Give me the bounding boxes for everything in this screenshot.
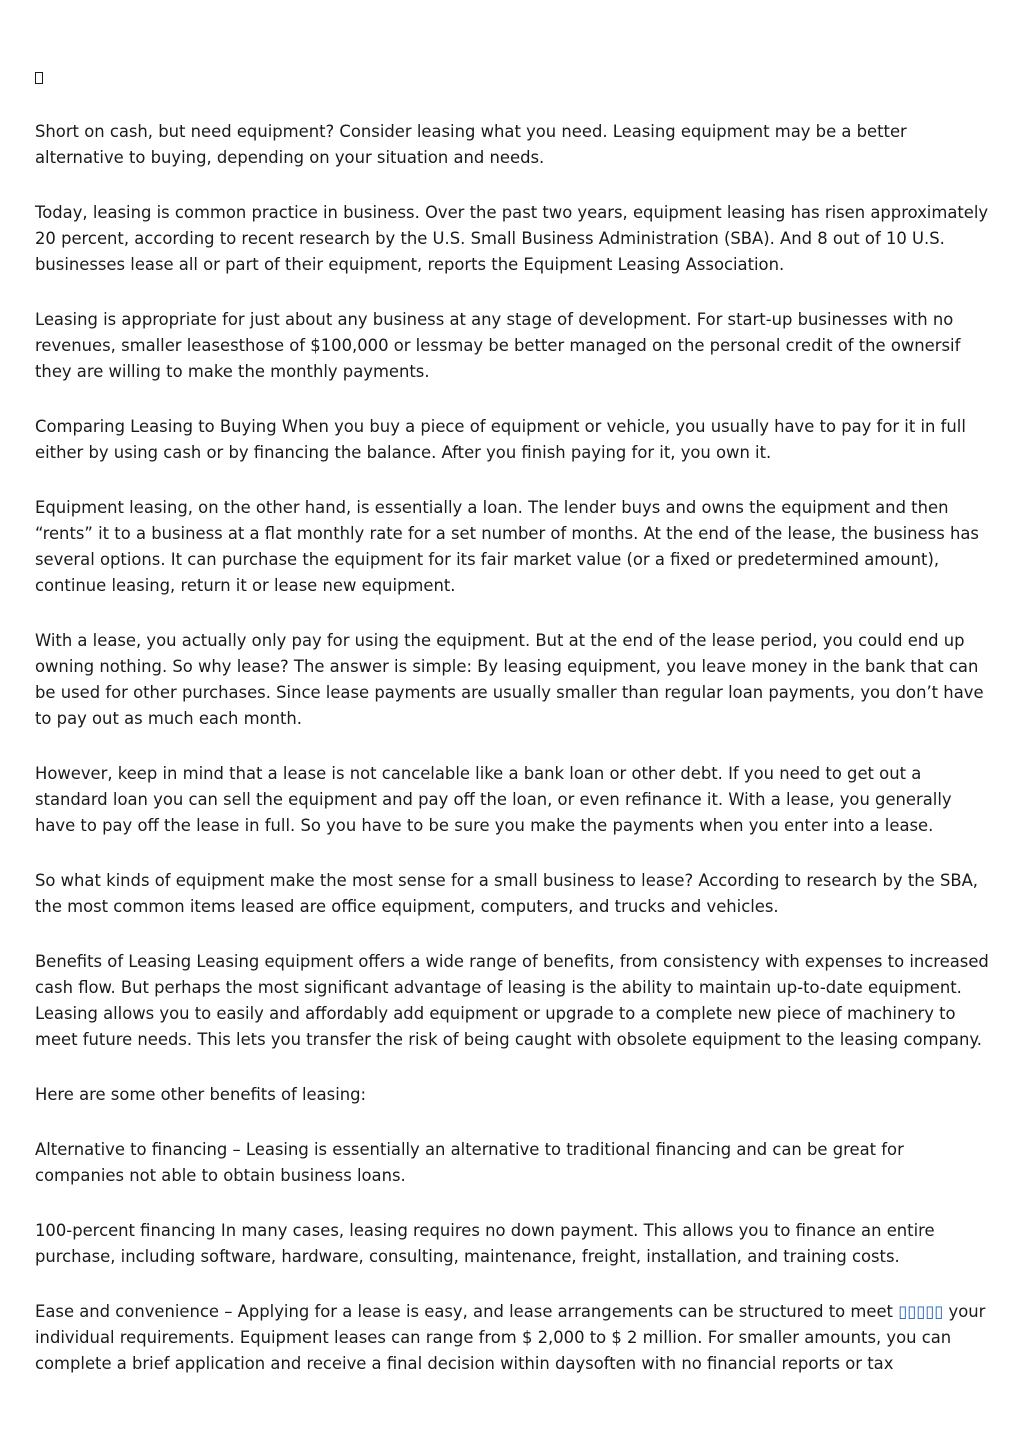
paragraph-7: However, keep in mind that a lease is not cancelable like a bank loan or other debt. If you need to get out a standard loan you can sell the equipment and pay off the loan, or even refinance it. With a lease, you generally have to pay off the lease in full. So you have to be sure you make the payments when you enter into a lease. [35,764,952,835]
paragraph-9: Benefits of Leasing Leasing equipment offers a wide range of benefits, from consistency with expenses to increased cash flow. But perhaps the most significant advantage of leasing is the ability to maintain up-to-date equipment. Leasing allows you to easily and affordably add equipment or upgrade to a complete new piece of machinery to meet future needs. This lets you transfer the risk of being caught with obsolete equipment to the leasing company. [35,952,989,1049]
paragraph-8: So what kinds of equipment make the most sense for a small business to lease? According to research by the SBA, the most common items leased are office equipment, computers, and trucks and vehicles. [35,871,979,916]
paragraph-12: 100-percent financing In many cases, leasing requires no down payment. This allows you to finance an entire purchase, including software, hardware, consulting, maintenance, freight, installation, and training costs. [35,1221,935,1266]
paragraph-5: Equipment leasing, on the other hand, is essentially a loan. The lender buys and owns the equipment and then “rents” it to a business at a flat monthly rate for a set number of months. At the end of the lease, the business has several options. It can purchase the equipment for its fair market value (or a fixed or predetermined amount), continue leasing, return it or lease new equipment. [35,498,979,595]
paragraph-11: Alternative to financing – Leasing is essentially an alternative to traditional financing and can be great for companies not able to obtain business loans. [35,1140,904,1185]
paragraph-6: With a lease, you actually only pay for using the equipment. But at the end of the lease period, you could end up owning nothing. So why lease? The answer is simple: By leasing equipment, you leave money in the bank that can be used for other purchases. Since lease payments are usually smaller than regular loan payments, you don’t have to pay out as much each month. [35,631,984,728]
paragraph-13 [35,1299,993,1377]
paragraph-4: Comparing Leasing to Buying When you buy a piece of equipment or vehicle, you usually have to pay for it in full either by using cash or by financing the balance. After you finish paying for it, you own it. [35,417,966,462]
paragraph-1: Short on cash, but need equipment? Consider leasing what you need. Leasing equipment may be a better alternative to buying, depending on your situation and needs. [35,122,907,167]
paragraph-10: Here are some other benefits of leasing: [35,1085,367,1104]
paragraph-13-text-before: Ease and convenience – Applying for a lease is easy, and lease arrangements can be structured to meet [35,1302,899,1321]
glyph-row [35,66,993,92]
paragraph-2: Today, leasing is common practice in business. Over the past two years, equipment leasing has risen approximately 20 percent, according to recent research by the U.S. Small Business Administration (SBA). And 8 out of 10 U.S. businesses lease all or part of their equipment, reports the Equipment Leasing Association. [35,203,989,274]
document-page [35,66,993,1406]
inline-link[interactable]: ▯▯▯▯▯ [898,1302,944,1321]
paragraph-3: Leasing is appropriate for just about any business at any stage of development. For start-up businesses with no revenues, smaller leasesthose of $100,000 or lessmay be better managed on the personal credit of the ownersif they are willing to make the monthly payments. [35,310,961,381]
paragraph-13-text-after: your individual requirements. Equipment leases can range from $ 2,000 to $ 2 million. For smaller amounts, you can complete a brief application and receive a final decision within daysoften with no financial reports or tax [35,1302,986,1373]
missing-glyph-icon [35,72,43,84]
